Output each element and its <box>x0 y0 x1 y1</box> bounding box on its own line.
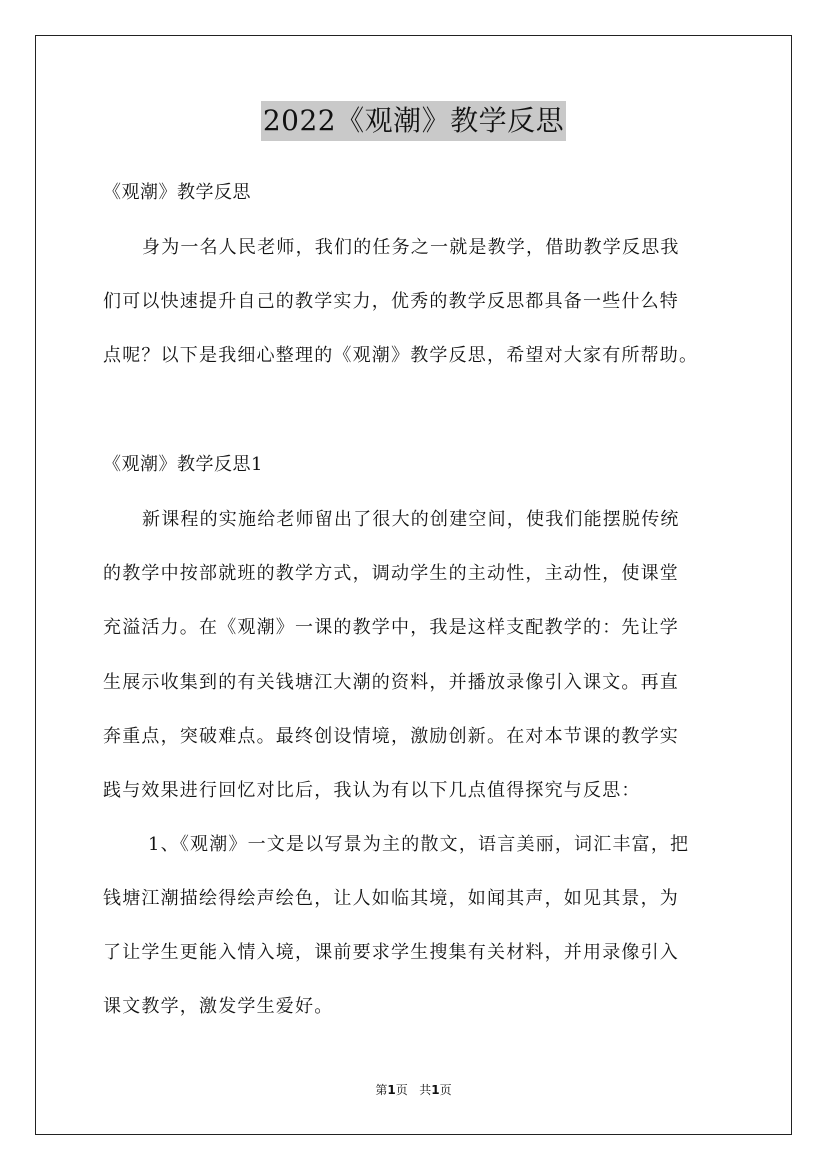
total-prefix: 共 <box>419 1083 432 1097</box>
section1-line-1: 新课程的实施给老师留出了很大的创建空间，使我们能摆脱传统 <box>142 509 680 530</box>
point1-line-2: 钱塘江潮描绘得绘声绘色，让人如临其境，如闻其声，如见其景，为 <box>103 888 679 909</box>
document-title: 2022《观潮》教学反思 <box>261 101 566 141</box>
section1-line-3: 充溢活力。在《观潮》一课的教学中，我是这样支配教学的：先让学 <box>103 617 679 638</box>
point1-line-4: 课文教学，激发学生爱好。 <box>103 996 334 1017</box>
section1-line-4: 生展示收集到的有关钱塘江大潮的资料，并播放录像引入课文。再直 <box>103 672 679 693</box>
point1-line-1: 1、《观潮》一文是以写景为主的散文，语言美丽，词汇丰富，把 <box>148 834 690 855</box>
title-container <box>0 101 827 141</box>
page-footer <box>0 1082 827 1098</box>
section1-line-2: 的教学中按部就班的教学方式，调动学生的主动性，主动性，使课堂 <box>103 563 679 584</box>
total-suffix: 页 <box>439 1083 452 1097</box>
total-pages: 1 <box>431 1083 440 1097</box>
intro-heading: 《观潮》教学反思 <box>103 182 251 203</box>
section1-heading: 《观潮》教学反思1 <box>103 454 263 475</box>
intro-line-2: 们可以快速提升自己的教学实力，优秀的教学反思都具备一些什么特 <box>103 291 679 312</box>
page-number: 1 <box>387 1083 396 1097</box>
section1-line-5: 奔重点，突破难点。最终创设情境，激励创新。在对本节课的教学实 <box>103 726 679 747</box>
section1-line-6: 践与效果进行回忆对比后，我认为有以下几点值得探究与反思： <box>103 780 641 801</box>
page-suffix: 页 <box>395 1083 408 1097</box>
intro-line-3: 点呢？以下是我细心整理的《观潮》教学反思，希望对大家有所帮助。 <box>103 345 699 366</box>
page-prefix: 第 <box>375 1083 388 1097</box>
point1-line-3: 了让学生更能入情入境，课前要求学生搜集有关材料，并用录像引入 <box>103 942 679 963</box>
intro-line-1: 身为一名人民老师，我们的任务之一就是教学，借助教学反思我 <box>142 237 680 258</box>
